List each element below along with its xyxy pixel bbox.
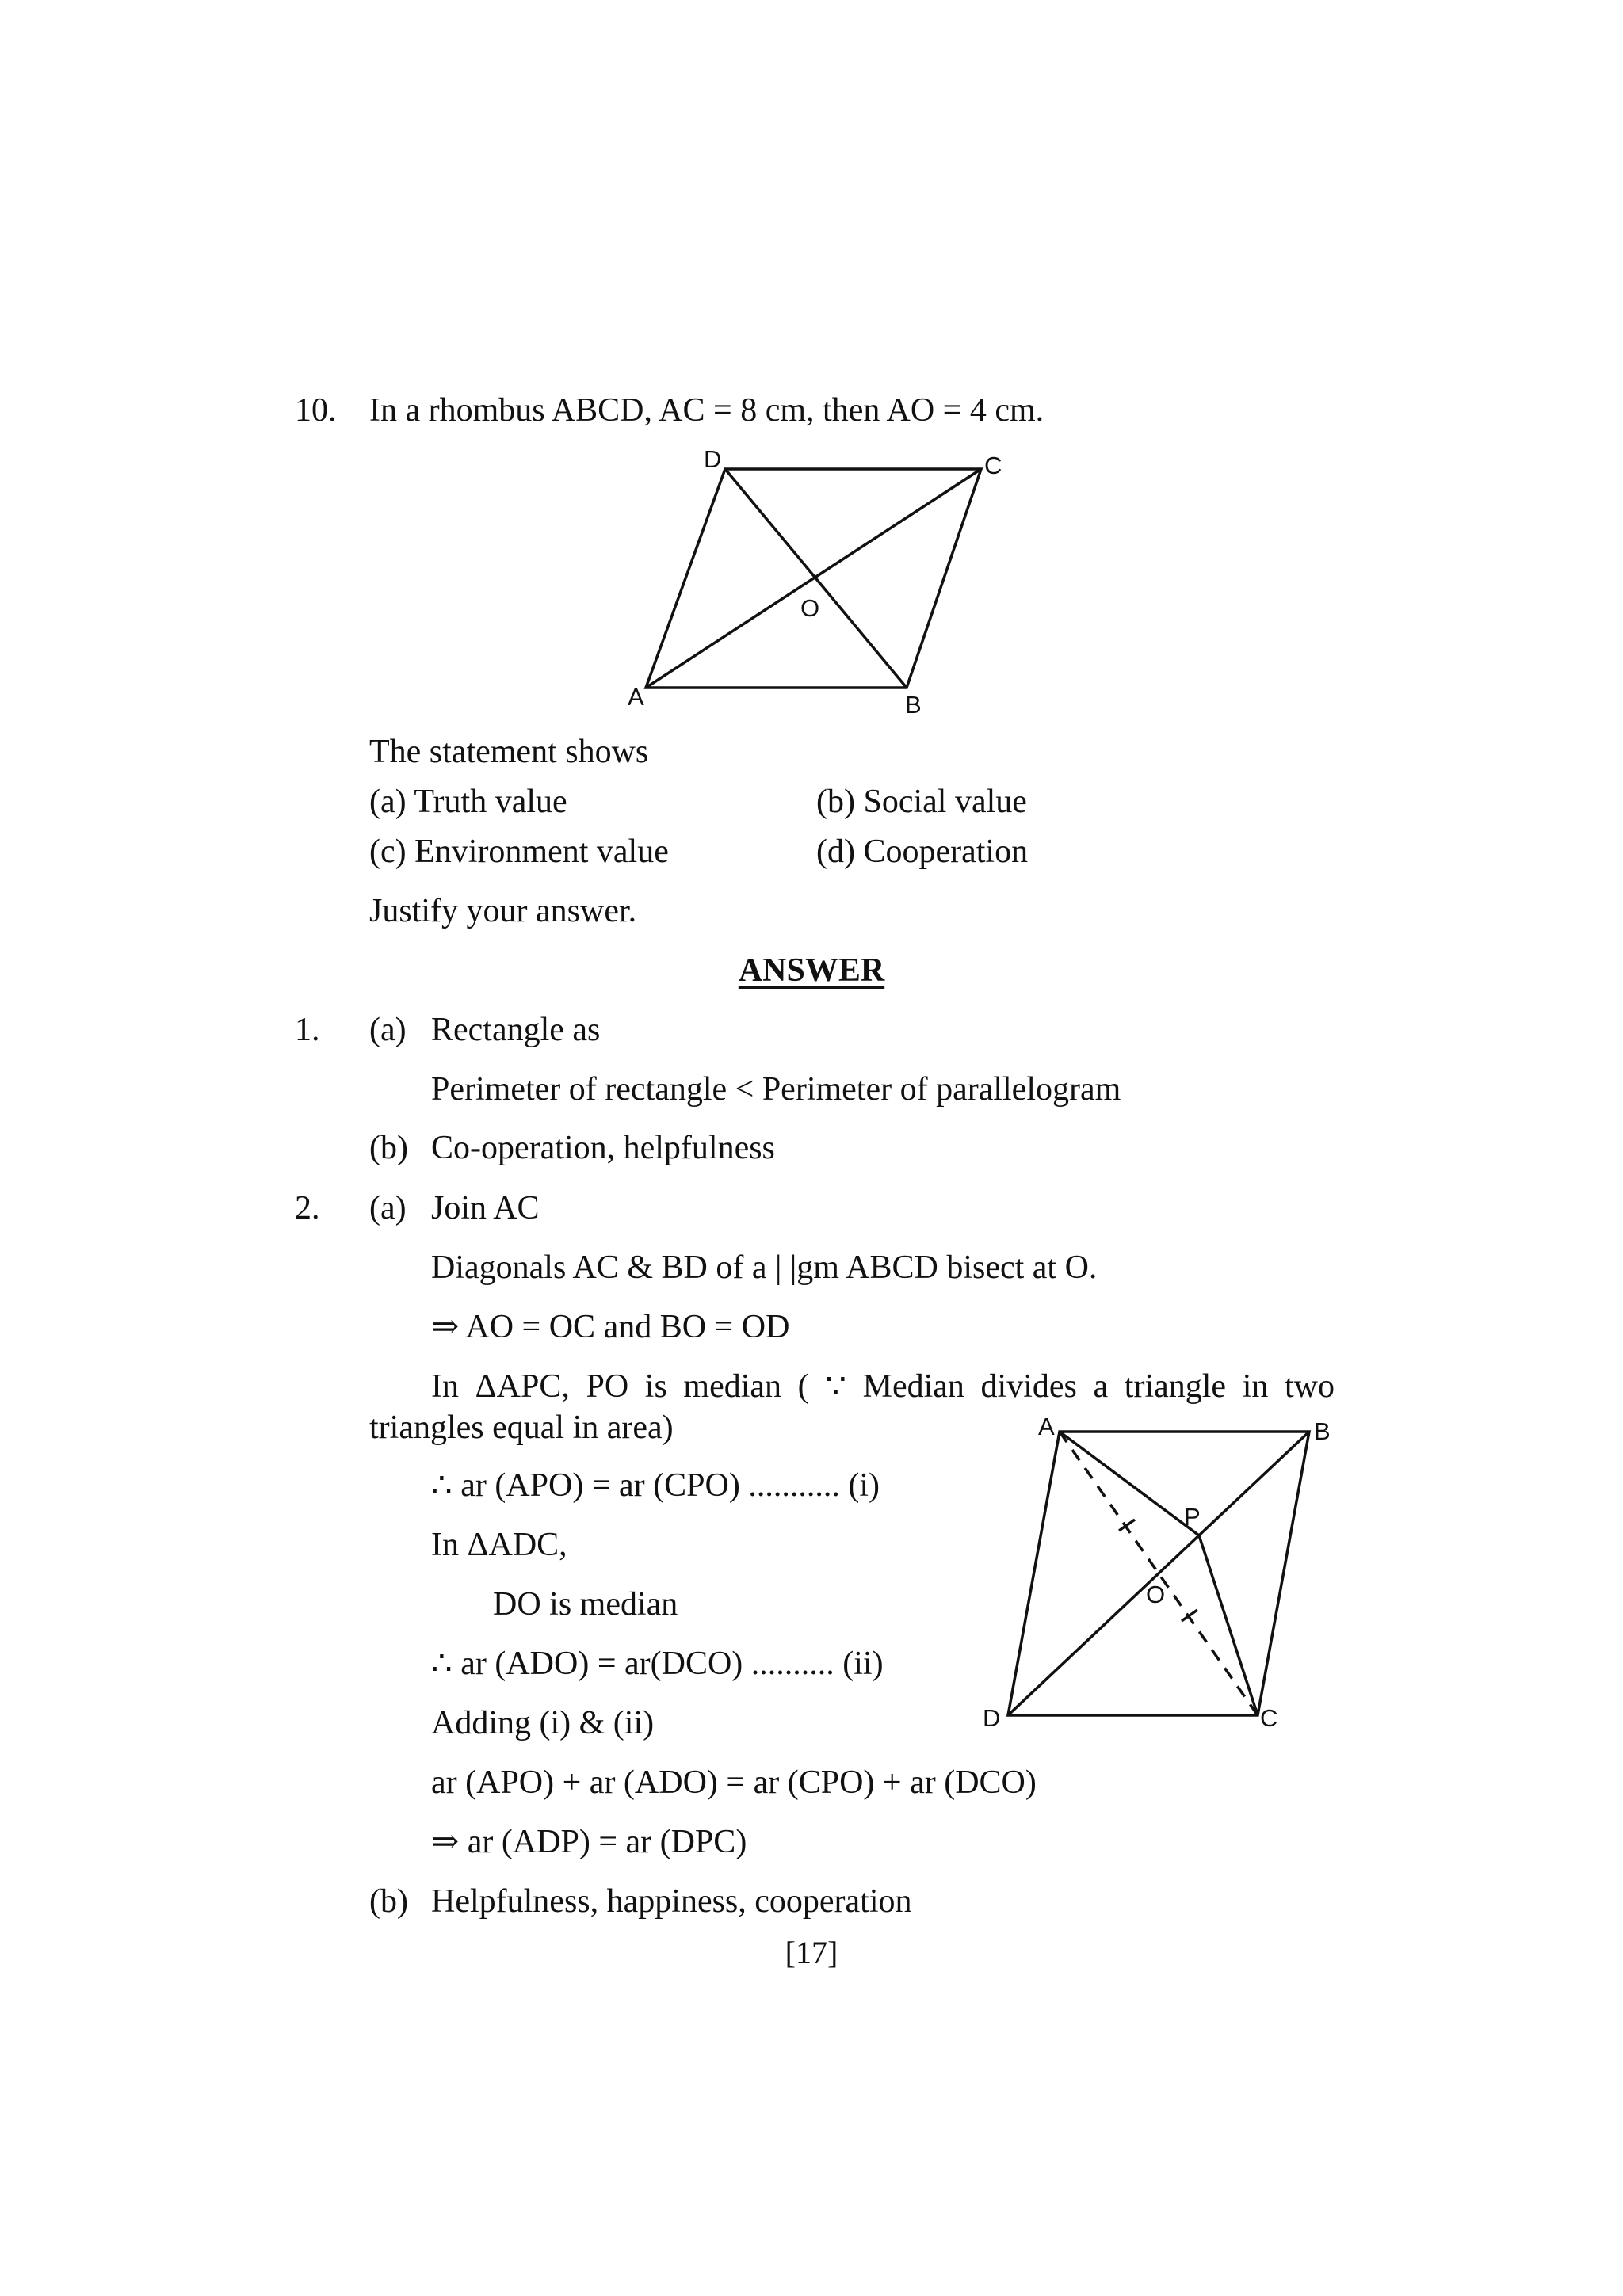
parallelogram-label-a: A (1038, 1413, 1055, 1440)
rhombus-label-b: B (905, 691, 922, 719)
therefore-line-2: ∴ ar (ADO) = ar(DCO) .......... (ii) (431, 1646, 884, 1682)
rhombus-figure (618, 444, 1014, 729)
answer-1b-marker: (b) (369, 1130, 408, 1166)
segment-ap (1060, 1432, 1199, 1535)
diagonals-line: Diagonals AC & BD of a | |gm ABCD bisect at O. (431, 1249, 1098, 1286)
parallelogram-label-b: B (1314, 1417, 1331, 1445)
statement-shows: The statement shows (369, 734, 649, 770)
therefore-line-1: ∴ ar (APO) = ar (CPO) ........... (i) (431, 1467, 880, 1504)
diagonal-ac (646, 469, 981, 688)
implies-line-1: ⇒ AO = OC and BO = OD (431, 1309, 790, 1345)
option-d: (d) Cooperation (816, 833, 1029, 870)
do-median-line: DO is median (493, 1586, 678, 1623)
answer-1b-text: Co-operation, helpfulness (431, 1130, 775, 1166)
rhombus-label-o: O (800, 594, 820, 622)
rhombus-label-c: C (984, 452, 1002, 479)
option-a: (a) Truth value (369, 784, 567, 820)
adding-line: Adding (i) & (ii) (431, 1705, 655, 1741)
segment-pc (1199, 1535, 1258, 1715)
answer-1a-line2: Perimeter of rectangle < Perimeter of parallelogram (431, 1071, 1121, 1108)
parallelogram-figure (975, 1406, 1355, 1747)
option-b: (b) Social value (816, 784, 1027, 820)
answer-1-number: 1. (295, 1012, 320, 1048)
question-10-text: In a rhombus ABCD, AC = 8 cm, then AO = 4 cm. (369, 392, 1044, 429)
median-line-2: triangles equal in area) (369, 1409, 674, 1446)
parallelogram-label-p: P (1184, 1503, 1201, 1531)
parallelogram-label-d: D (983, 1704, 1001, 1732)
rhombus-label-d: D (704, 445, 722, 473)
page-number: [17] (785, 1935, 838, 1970)
parallelogram-label-o: O (1146, 1581, 1166, 1608)
parallelogram-label-c: C (1260, 1704, 1278, 1732)
answer-2a-text: Join AC (431, 1190, 540, 1226)
answer-2b-text: Helpfulness, happiness, cooperation (431, 1883, 912, 1920)
median-line-1: In ΔAPC, PO is median ( ∵ Median divides a triangle in two (431, 1368, 1335, 1405)
answer-1a-marker: (a) (369, 1012, 407, 1048)
option-c: (c) Environment value (369, 833, 669, 870)
rhombus-label-a: A (628, 683, 644, 711)
answer-1a-text: Rectangle as (431, 1012, 601, 1048)
answer-heading: ANSWER (738, 952, 885, 989)
answer-2a-marker: (a) (369, 1190, 407, 1226)
answer-2-number: 2. (295, 1190, 320, 1226)
answer-2b-marker: (b) (369, 1883, 408, 1920)
sum-line: ar (APO) + ar (ADO) = ar (CPO) + ar (DCO) (431, 1764, 1037, 1801)
question-10-number: 10. (295, 392, 337, 429)
diagonal-bd (725, 469, 907, 688)
justify-answer: Justify your answer. (369, 893, 637, 929)
in-adc-line: In ΔADC, (431, 1527, 567, 1563)
implies-line-2: ⇒ ar (ADP) = ar (DPC) (431, 1824, 747, 1860)
